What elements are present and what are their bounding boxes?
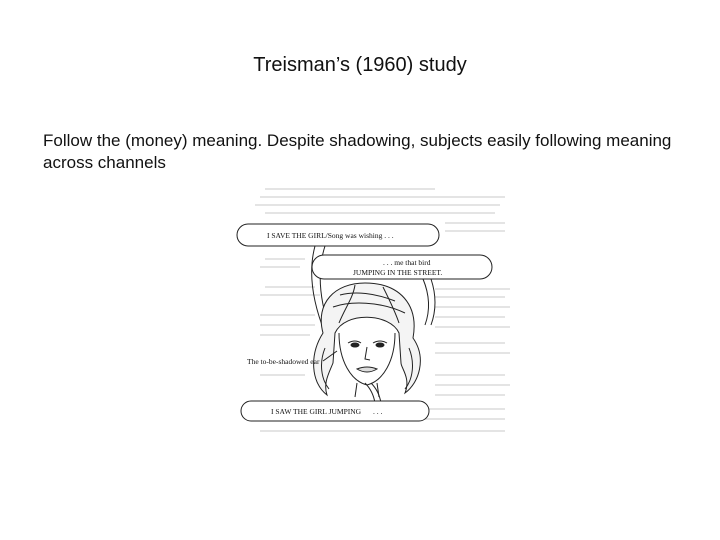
speech-output-bubble [241,383,429,421]
right-ear-bubble-line2: JUMPING IN THE STREET. [353,268,443,277]
speech-output-bubble-text: I SAW THE GIRL JUMPING [271,407,362,416]
speech-output-ellipsis: . . . [373,407,383,416]
right-ear-bubble-line1: . . . me that bird [383,258,431,267]
shadowing-illustration [205,183,515,443]
shadowed-ear-label: The to-be-shadowed ear [247,357,320,366]
woman-portrait [314,283,421,397]
left-ear-bubble-text: I SAVE THE GIRL/Song was wishing . . . [267,231,394,240]
slide-title: Treisman’s (1960) study [253,54,467,76]
illustration-svg [205,183,515,443]
slide-body-text: Follow the (money) meaning. Despite shadowing, subjects easily following meaning across channels [43,131,672,172]
